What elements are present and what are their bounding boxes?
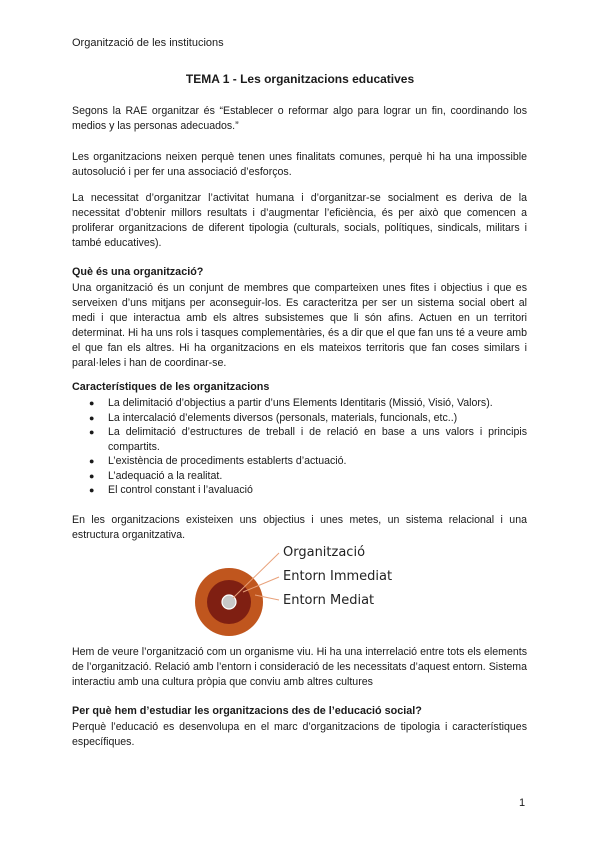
list-item: ● La delimitació d’objectius a partir d’uns Elements Identitaris (Missió, Visió, Valors). — [89, 397, 493, 409]
section-heading-characteristics: Característiques de les organitzacions — [72, 381, 270, 393]
paragraph-living-organism: Hem de veure l’organització com un organisme viu. Hi ha una interrelació entre tots els elements de l’organització. Relació amb l’entorn i consideració de les necessitats d’aquest entorn. Sistema interactiu amb una cultura pròpia que conviu amb altres cultures — [72, 646, 527, 688]
paragraph-objectives: En les organitzacions existeixen uns objectius i unes metes, un sistema relacional i una estructura organitzativa. — [72, 514, 527, 541]
bullet-icon: ● — [89, 427, 95, 437]
bullet-icon: ● — [89, 485, 95, 495]
section-heading-why-study: Per què hem d’estudiar les organitzacions des de l’educació social? — [72, 705, 422, 717]
label-entorn-mediat: Entorn Mediat — [283, 593, 375, 608]
section-heading-what-is: Què és una organització? — [72, 266, 204, 278]
list-item: ● L’existència de procediments establerts d’actuació. — [89, 455, 347, 467]
running-header: Organització de les institucions — [72, 37, 224, 49]
label-organitzacio: Organització — [283, 545, 366, 560]
paragraph-rae-definition: Segons la RAE organitzar és “Establecer o reformar algo para lograr un fin, coordinando los medios y las personas adecuados.” — [72, 105, 527, 132]
paragraph-purpose: Les organitzacions neixen perquè tenen unes finalitats comunes, perquè hi ha una impossible autosolució i per fer una associació d’esforços. — [72, 151, 527, 178]
page-title: TEMA 1 - Les organitzacions educatives — [185, 72, 415, 86]
bullet-icon: ● — [89, 398, 95, 408]
paragraph-what-is: Una organització és un conjunt de membres que comparteixen unes fites i objectius i que es serveixen d’uns mitjans per aconseguir-los. Es caracteritza per ser un sistema social obert al medi i que interactua amb els altres subsistemes que li són afins. Actuen en un territori determinat. Hi ha uns rols i tasques complementàries, és a dir que el que fan uns té a veure amb el que fan els altres. Hi ha organitzacions en els mateixos territoris que fan coses similars i paral·leles i han de coordinar-se. — [72, 282, 527, 369]
bullet-icon: ● — [89, 456, 95, 466]
organization-diagram — [195, 545, 425, 657]
bullet-icon: ● — [89, 470, 95, 481]
bullet-icon: ● — [89, 412, 95, 423]
page-number: 1 — [519, 797, 526, 809]
paragraph-necessity: La necessitat d’organitzar l’activitat humana i d’organitzar-se socialment es deriva de la necessitat d’obtenir millors resultats i d’augmentar l’eficiència, és per això que comencen a proliferar organitzacions de diferent tipologia (culturals, socials, polítiques, sindicals, militars i també educatives). — [72, 192, 527, 249]
list-item: ● La intercalació d’elements diversos (personals, materials, funcionals, etc..) — [89, 411, 458, 424]
label-entorn-immediat: Entorn Immediat — [283, 569, 393, 584]
list-item: ● La delimitació d’estructures de treball i de relació en base a uns valors i principis compartits. — [89, 426, 527, 453]
paragraph-why-study: Perquè l’educació es desenvolupa en el marc d’organitzacions de tipologia i característiques específiques. — [72, 721, 527, 748]
characteristics-list — [72, 396, 527, 498]
list-item: ● L’adequació a la realitat. — [89, 469, 223, 482]
list-item: ● El control constant i l’avaluació — [89, 484, 253, 496]
